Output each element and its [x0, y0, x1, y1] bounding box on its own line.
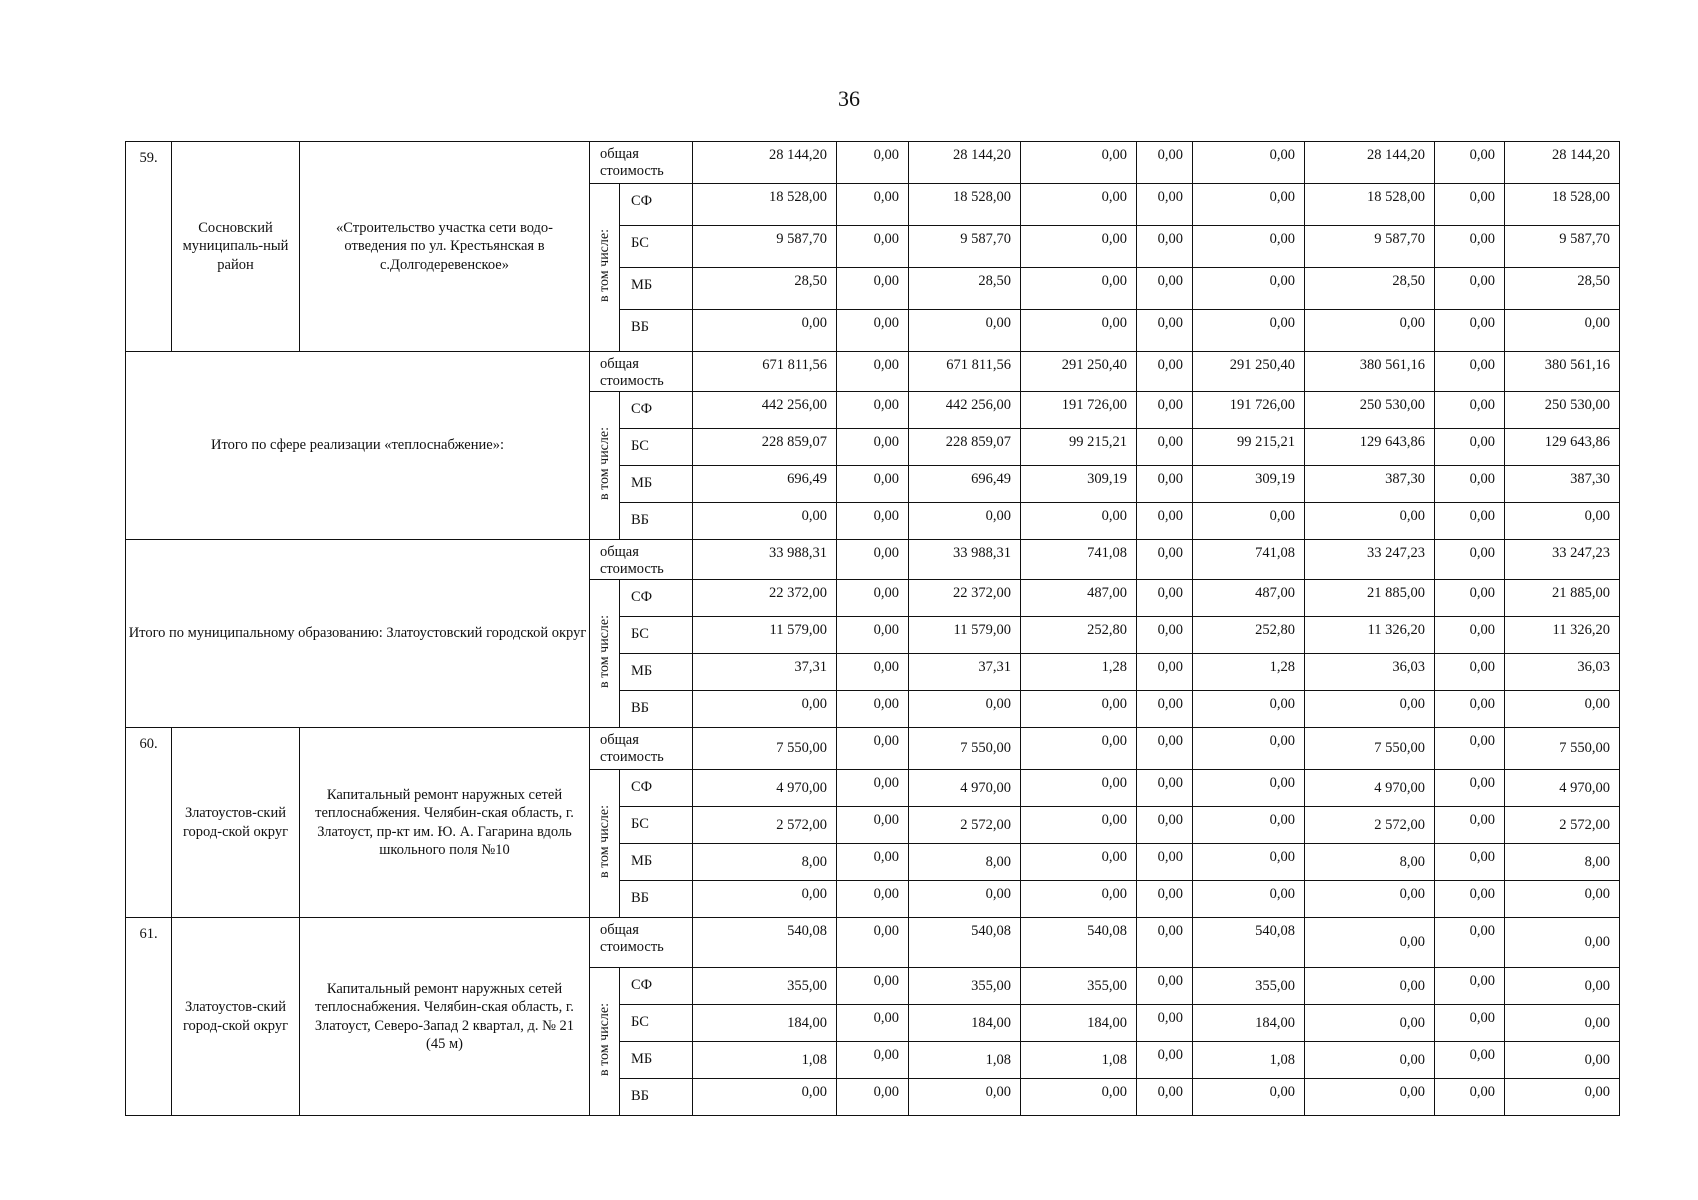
value-cell: 8,00 — [693, 844, 837, 881]
value-cell: 0,00 — [1021, 844, 1137, 881]
value-cell: 28 144,20 — [693, 142, 837, 184]
value-cell: 0,00 — [1305, 1042, 1435, 1079]
value-cell: 0,00 — [693, 310, 837, 352]
value-cell: 2 572,00 — [693, 807, 837, 844]
value-cell: 0,00 — [837, 429, 909, 466]
value-cell: 0,00 — [1137, 968, 1193, 1005]
value-cell: 28,50 — [909, 268, 1021, 310]
value-cell: 0,00 — [909, 1079, 1021, 1116]
value-cell: 22 372,00 — [693, 580, 837, 617]
value-cell: 184,00 — [1021, 1005, 1137, 1042]
in-total-label — [590, 184, 620, 352]
value-cell: 21 885,00 — [1505, 580, 1620, 617]
table-row — [126, 352, 1620, 392]
value-cell: 309,19 — [1021, 466, 1137, 503]
value-cell: 291 250,40 — [1193, 352, 1305, 392]
value-cell: 0,00 — [1435, 184, 1505, 226]
value-cell: 99 215,21 — [1021, 429, 1137, 466]
value-cell: 11 326,20 — [1305, 617, 1435, 654]
value-cell: 0,00 — [1435, 770, 1505, 807]
funding-source-label: БС — [620, 617, 693, 654]
value-cell: 0,00 — [837, 881, 909, 918]
in-total-label — [590, 580, 620, 728]
value-cell: 0,00 — [1435, 881, 1505, 918]
value-cell: 28,50 — [1505, 268, 1620, 310]
total-cost-label: общая стоимость — [590, 728, 693, 770]
summary-label: Итого по сфере реализации «теплоснабжение»: — [126, 352, 590, 540]
value-cell: 0,00 — [837, 352, 909, 392]
value-cell: 0,00 — [837, 770, 909, 807]
value-cell: 0,00 — [1435, 968, 1505, 1005]
value-cell: 4 970,00 — [909, 770, 1021, 807]
value-cell: 33 988,31 — [909, 540, 1021, 580]
value-cell: 0,00 — [693, 691, 837, 728]
value-cell: 0,00 — [1305, 310, 1435, 352]
value-cell: 0,00 — [1435, 466, 1505, 503]
funding-source-label: СФ — [620, 770, 693, 807]
in-total-label — [590, 968, 620, 1116]
value-cell: 0,00 — [1021, 881, 1137, 918]
value-cell: 380 561,16 — [1505, 352, 1620, 392]
value-cell: 0,00 — [1505, 310, 1620, 352]
funding-source-label: ВБ — [620, 691, 693, 728]
value-cell: 696,49 — [909, 466, 1021, 503]
value-cell: 0,00 — [1137, 226, 1193, 268]
value-cell: 250 530,00 — [1505, 392, 1620, 429]
table-row — [126, 142, 1620, 184]
value-cell: 1,08 — [1021, 1042, 1137, 1079]
value-cell: 36,03 — [1305, 654, 1435, 691]
value-cell: 0,00 — [1137, 466, 1193, 503]
value-cell: 0,00 — [837, 184, 909, 226]
value-cell: 7 550,00 — [909, 728, 1021, 770]
value-cell: 487,00 — [1193, 580, 1305, 617]
value-cell: 252,80 — [1021, 617, 1137, 654]
value-cell: 355,00 — [693, 968, 837, 1005]
value-cell: 0,00 — [837, 142, 909, 184]
value-cell: 0,00 — [1435, 226, 1505, 268]
value-cell: 0,00 — [837, 540, 909, 580]
value-cell: 28,50 — [693, 268, 837, 310]
value-cell: 0,00 — [837, 617, 909, 654]
funding-source-label: БС — [620, 807, 693, 844]
in-total-label — [590, 392, 620, 540]
funding-source-label: МБ — [620, 466, 693, 503]
value-cell: 0,00 — [837, 918, 909, 968]
value-cell: 0,00 — [1435, 540, 1505, 580]
value-cell: 0,00 — [1137, 691, 1193, 728]
value-cell: 33 247,23 — [1505, 540, 1620, 580]
value-cell: 0,00 — [1137, 654, 1193, 691]
value-cell: 0,00 — [1137, 352, 1193, 392]
value-cell: 0,00 — [1137, 1042, 1193, 1079]
value-cell: 191 726,00 — [1021, 392, 1137, 429]
value-cell: 355,00 — [1021, 968, 1137, 1005]
value-cell: 9 587,70 — [909, 226, 1021, 268]
page-number: 36 — [838, 86, 860, 111]
value-cell: 380 561,16 — [1305, 352, 1435, 392]
value-cell: 28 144,20 — [909, 142, 1021, 184]
funding-source-label: СФ — [620, 580, 693, 617]
value-cell: 0,00 — [837, 310, 909, 352]
value-cell: 0,00 — [1137, 392, 1193, 429]
value-cell: 0,00 — [1021, 184, 1137, 226]
total-cost-label: общая стоимость — [590, 142, 693, 184]
value-cell: 0,00 — [1137, 580, 1193, 617]
value-cell: 0,00 — [1505, 1079, 1620, 1116]
funding-source-label: СФ — [620, 392, 693, 429]
table-row — [126, 728, 1620, 770]
value-cell: 28 144,20 — [1305, 142, 1435, 184]
value-cell: 33 988,31 — [693, 540, 837, 580]
value-cell: 184,00 — [1193, 1005, 1305, 1042]
value-cell: 0,00 — [1137, 918, 1193, 968]
value-cell: 540,08 — [1021, 918, 1137, 968]
value-cell: 0,00 — [1305, 691, 1435, 728]
value-cell: 0,00 — [1435, 503, 1505, 540]
value-cell: 18 528,00 — [1305, 184, 1435, 226]
value-cell: 8,00 — [1505, 844, 1620, 881]
value-cell: 0,00 — [1435, 728, 1505, 770]
value-cell: 0,00 — [1435, 1005, 1505, 1042]
value-cell: 0,00 — [837, 503, 909, 540]
value-cell: 0,00 — [1193, 770, 1305, 807]
value-cell: 0,00 — [1193, 226, 1305, 268]
value-cell: 1,08 — [909, 1042, 1021, 1079]
value-cell: 252,80 — [1193, 617, 1305, 654]
value-cell: 8,00 — [909, 844, 1021, 881]
value-cell: 0,00 — [909, 881, 1021, 918]
value-cell: 671 811,56 — [693, 352, 837, 392]
value-cell: 0,00 — [837, 1079, 909, 1116]
value-cell: 741,08 — [1021, 540, 1137, 580]
value-cell: 0,00 — [909, 503, 1021, 540]
in-total-text: в том числе: — [596, 228, 612, 302]
value-cell: 0,00 — [1137, 310, 1193, 352]
value-cell: 0,00 — [1137, 268, 1193, 310]
value-cell: 0,00 — [1021, 728, 1137, 770]
value-cell: 355,00 — [909, 968, 1021, 1005]
value-cell: 2 572,00 — [1305, 807, 1435, 844]
value-cell: 0,00 — [909, 691, 1021, 728]
value-cell: 0,00 — [1435, 142, 1505, 184]
value-cell: 0,00 — [837, 691, 909, 728]
value-cell: 0,00 — [1021, 1079, 1137, 1116]
value-cell: 11 579,00 — [693, 617, 837, 654]
value-cell: 0,00 — [1137, 728, 1193, 770]
funding-source-label: ВБ — [620, 503, 693, 540]
value-cell: 355,00 — [1193, 968, 1305, 1005]
value-cell: 0,00 — [1193, 844, 1305, 881]
row-number: 60. — [126, 728, 172, 918]
value-cell: 11 326,20 — [1505, 617, 1620, 654]
value-cell: 28,50 — [1305, 268, 1435, 310]
value-cell: 0,00 — [1193, 1079, 1305, 1116]
value-cell: 0,00 — [1505, 691, 1620, 728]
value-cell: 1,28 — [1193, 654, 1305, 691]
value-cell: 33 247,23 — [1305, 540, 1435, 580]
value-cell: 2 572,00 — [909, 807, 1021, 844]
value-cell: 0,00 — [1505, 918, 1620, 968]
value-cell: 0,00 — [1435, 392, 1505, 429]
value-cell: 671 811,56 — [909, 352, 1021, 392]
funding-source-label: МБ — [620, 844, 693, 881]
value-cell: 21 885,00 — [1305, 580, 1435, 617]
value-cell: 129 643,86 — [1305, 429, 1435, 466]
district-name: Златоустов-ский город-ской округ — [172, 728, 300, 918]
in-total-text: в том числе: — [596, 804, 612, 878]
project-description: Капитальный ремонт наружных сетей теплоснабжения. Челябин-ская область, г. Златоуст, Северо-Запад 2 квартал, д. № 21 (45 м) — [300, 918, 590, 1116]
value-cell: 0,00 — [1137, 429, 1193, 466]
value-cell: 0,00 — [1021, 226, 1137, 268]
value-cell: 0,00 — [1137, 540, 1193, 580]
value-cell: 0,00 — [1505, 881, 1620, 918]
value-cell: 0,00 — [1305, 881, 1435, 918]
funding-source-label: МБ — [620, 1042, 693, 1079]
table-row — [126, 540, 1620, 580]
value-cell: 0,00 — [1305, 1079, 1435, 1116]
value-cell: 22 372,00 — [909, 580, 1021, 617]
funding-source-label: БС — [620, 1005, 693, 1042]
value-cell: 0,00 — [837, 268, 909, 310]
value-cell: 0,00 — [1505, 1005, 1620, 1042]
value-cell: 0,00 — [837, 968, 909, 1005]
value-cell: 741,08 — [1193, 540, 1305, 580]
funding-source-label: ВБ — [620, 310, 693, 352]
value-cell: 0,00 — [1137, 184, 1193, 226]
value-cell: 0,00 — [1021, 268, 1137, 310]
in-total-text: в том числе: — [596, 614, 612, 688]
value-cell: 0,00 — [1435, 268, 1505, 310]
value-cell: 0,00 — [1137, 503, 1193, 540]
value-cell: 9 587,70 — [693, 226, 837, 268]
district-name: Златоустов-ский город-ской округ — [172, 918, 300, 1116]
value-cell: 0,00 — [1193, 728, 1305, 770]
value-cell: 0,00 — [1435, 807, 1505, 844]
value-cell: 0,00 — [1435, 617, 1505, 654]
value-cell: 11 579,00 — [909, 617, 1021, 654]
value-cell: 487,00 — [1021, 580, 1137, 617]
value-cell: 37,31 — [693, 654, 837, 691]
financing-table — [125, 141, 1620, 1116]
value-cell: 0,00 — [837, 1042, 909, 1079]
value-cell: 0,00 — [1137, 844, 1193, 881]
value-cell: 0,00 — [1435, 918, 1505, 968]
value-cell: 0,00 — [1137, 617, 1193, 654]
summary-label: Итого по муниципальному образованию: Златоустовский городской округ — [126, 540, 590, 728]
value-cell: 387,30 — [1505, 466, 1620, 503]
value-cell: 0,00 — [837, 466, 909, 503]
value-cell: 540,08 — [1193, 918, 1305, 968]
value-cell: 184,00 — [909, 1005, 1021, 1042]
value-cell: 18 528,00 — [909, 184, 1021, 226]
funding-source-label: ВБ — [620, 1079, 693, 1116]
total-cost-label: общая стоимость — [590, 540, 693, 580]
in-total-text: в том числе: — [596, 426, 612, 500]
value-cell: 228 859,07 — [693, 429, 837, 466]
value-cell: 0,00 — [1435, 310, 1505, 352]
value-cell: 250 530,00 — [1305, 392, 1435, 429]
value-cell: 442 256,00 — [693, 392, 837, 429]
value-cell: 0,00 — [909, 310, 1021, 352]
project-description: «Строительство участка сети водо-отведения по ул. Крестьянская в с.Долгодеревенское» — [300, 142, 590, 352]
value-cell: 129 643,86 — [1505, 429, 1620, 466]
value-cell: 191 726,00 — [1193, 392, 1305, 429]
value-cell: 18 528,00 — [1505, 184, 1620, 226]
value-cell: 0,00 — [1021, 691, 1137, 728]
value-cell: 0,00 — [1193, 184, 1305, 226]
value-cell: 9 587,70 — [1505, 226, 1620, 268]
funding-source-label: МБ — [620, 268, 693, 310]
value-cell: 0,00 — [1505, 1042, 1620, 1079]
funding-source-label: ВБ — [620, 881, 693, 918]
value-cell: 0,00 — [1435, 580, 1505, 617]
value-cell: 442 256,00 — [909, 392, 1021, 429]
value-cell: 696,49 — [693, 466, 837, 503]
value-cell: 7 550,00 — [1305, 728, 1435, 770]
table-row — [126, 918, 1620, 968]
value-cell: 0,00 — [1305, 1005, 1435, 1042]
total-cost-label: общая стоимость — [590, 918, 693, 968]
value-cell: 0,00 — [1021, 310, 1137, 352]
funding-source-label: БС — [620, 429, 693, 466]
value-cell: 0,00 — [837, 844, 909, 881]
value-cell: 8,00 — [1305, 844, 1435, 881]
value-cell: 0,00 — [1021, 770, 1137, 807]
value-cell: 0,00 — [1505, 503, 1620, 540]
value-cell: 2 572,00 — [1505, 807, 1620, 844]
funding-source-label: СФ — [620, 968, 693, 1005]
district-name: Сосновский муниципаль-ный район — [172, 142, 300, 352]
value-cell: 0,00 — [1435, 352, 1505, 392]
value-cell: 0,00 — [837, 654, 909, 691]
value-cell: 0,00 — [693, 1079, 837, 1116]
in-total-text: в том числе: — [596, 1002, 612, 1076]
value-cell: 0,00 — [1435, 654, 1505, 691]
value-cell: 0,00 — [1435, 429, 1505, 466]
value-cell: 1,08 — [693, 1042, 837, 1079]
value-cell: 0,00 — [1137, 881, 1193, 918]
value-cell: 0,00 — [1305, 918, 1435, 968]
value-cell: 0,00 — [1505, 968, 1620, 1005]
value-cell: 0,00 — [1137, 807, 1193, 844]
row-number: 59. — [126, 142, 172, 352]
value-cell: 4 970,00 — [693, 770, 837, 807]
total-cost-label: общая стоимость — [590, 352, 693, 392]
value-cell: 18 528,00 — [693, 184, 837, 226]
funding-source-label: БС — [620, 226, 693, 268]
value-cell: 0,00 — [693, 881, 837, 918]
value-cell: 1,08 — [1193, 1042, 1305, 1079]
value-cell: 0,00 — [1435, 1042, 1505, 1079]
value-cell: 1,28 — [1021, 654, 1137, 691]
value-cell: 387,30 — [1305, 466, 1435, 503]
value-cell: 0,00 — [1137, 142, 1193, 184]
value-cell: 0,00 — [837, 580, 909, 617]
value-cell: 0,00 — [837, 392, 909, 429]
value-cell: 0,00 — [1305, 968, 1435, 1005]
value-cell: 0,00 — [1021, 503, 1137, 540]
value-cell: 9 587,70 — [1305, 226, 1435, 268]
value-cell: 36,03 — [1505, 654, 1620, 691]
value-cell: 0,00 — [1021, 142, 1137, 184]
value-cell: 0,00 — [1137, 1079, 1193, 1116]
value-cell: 309,19 — [1193, 466, 1305, 503]
value-cell: 0,00 — [1137, 1005, 1193, 1042]
value-cell: 4 970,00 — [1305, 770, 1435, 807]
value-cell: 0,00 — [1193, 503, 1305, 540]
funding-source-label: СФ — [620, 184, 693, 226]
value-cell: 540,08 — [693, 918, 837, 968]
value-cell: 228 859,07 — [909, 429, 1021, 466]
value-cell: 0,00 — [837, 807, 909, 844]
project-description: Капитальный ремонт наружных сетей теплоснабжения. Челябин-ская область, г. Златоуст, пр-кт им. Ю. А. Гагарина вдоль школьного поля №10 — [300, 728, 590, 918]
value-cell: 0,00 — [837, 1005, 909, 1042]
value-cell: 540,08 — [909, 918, 1021, 968]
value-cell: 0,00 — [1021, 807, 1137, 844]
value-cell: 0,00 — [837, 728, 909, 770]
value-cell: 0,00 — [1193, 881, 1305, 918]
value-cell: 291 250,40 — [1021, 352, 1137, 392]
value-cell: 7 550,00 — [693, 728, 837, 770]
value-cell: 0,00 — [837, 226, 909, 268]
value-cell: 0,00 — [1305, 503, 1435, 540]
value-cell: 7 550,00 — [1505, 728, 1620, 770]
value-cell: 0,00 — [1435, 691, 1505, 728]
value-cell: 0,00 — [693, 503, 837, 540]
in-total-label — [590, 770, 620, 918]
row-number: 61. — [126, 918, 172, 1116]
funding-source-label: МБ — [620, 654, 693, 691]
value-cell: 28 144,20 — [1505, 142, 1620, 184]
value-cell: 37,31 — [909, 654, 1021, 691]
value-cell: 184,00 — [693, 1005, 837, 1042]
value-cell: 0,00 — [1193, 807, 1305, 844]
value-cell: 0,00 — [1193, 310, 1305, 352]
value-cell: 0,00 — [1193, 142, 1305, 184]
value-cell: 0,00 — [1193, 691, 1305, 728]
value-cell: 0,00 — [1193, 268, 1305, 310]
value-cell: 0,00 — [1435, 1079, 1505, 1116]
value-cell: 4 970,00 — [1505, 770, 1620, 807]
value-cell: 0,00 — [1137, 770, 1193, 807]
value-cell: 0,00 — [1435, 844, 1505, 881]
value-cell: 99 215,21 — [1193, 429, 1305, 466]
